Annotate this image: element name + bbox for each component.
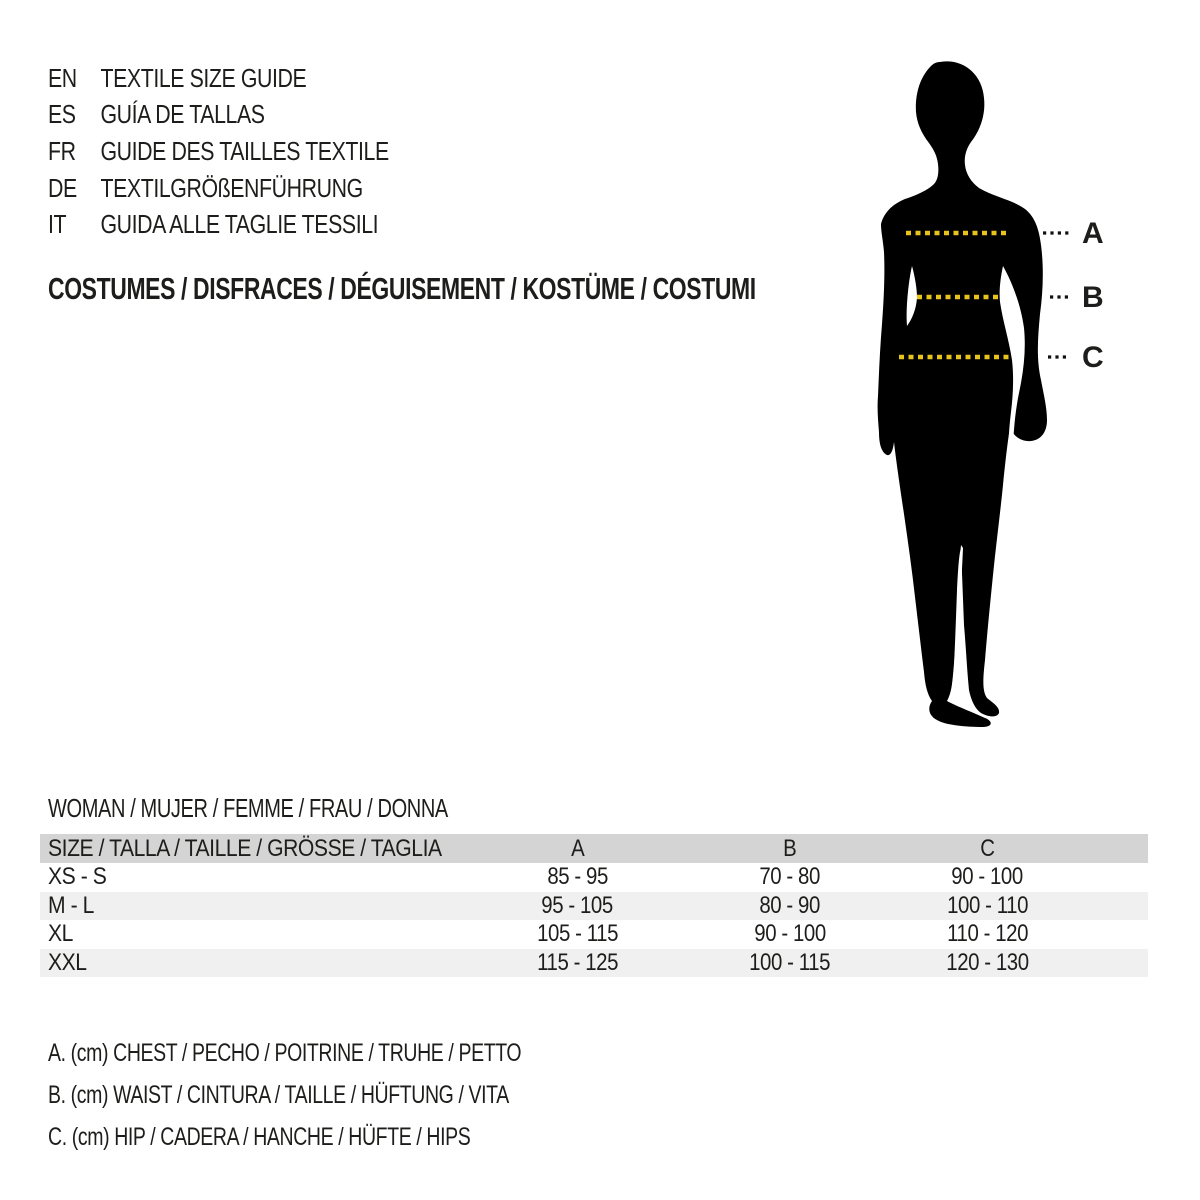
chest-cell: 85 - 95 bbox=[547, 863, 608, 891]
hip-cell: 110 - 120 bbox=[947, 920, 1028, 948]
hip-cell: 100 - 110 bbox=[947, 891, 1028, 919]
hip-cell: 90 - 100 bbox=[951, 863, 1024, 891]
row-spacer bbox=[1080, 863, 1148, 892]
row-spacer bbox=[1080, 920, 1148, 949]
size-column-header: SIZE / TALLA / TAILLE / GRÖSSE / TAGLIA bbox=[40, 834, 470, 863]
legend-waist: B. (cm) WAIST / CINTURA / TAILLE / HÜFTUNG / VITA bbox=[48, 1080, 509, 1109]
size-table bbox=[40, 834, 1148, 977]
legend-chest: A. (cm) CHEST / PECHO / POITRINE / TRUHE / PETTO bbox=[48, 1038, 522, 1067]
column-header-b: B bbox=[685, 834, 895, 863]
language-row-fr bbox=[48, 133, 389, 170]
chest-cell: 115 - 125 bbox=[537, 948, 618, 976]
column-header-c: C bbox=[895, 834, 1080, 863]
language-title: GUÍA DE TALLAS bbox=[100, 99, 265, 130]
row-spacer bbox=[1080, 892, 1148, 921]
language-row-de bbox=[48, 170, 389, 207]
table-row bbox=[40, 892, 1148, 921]
category-heading: COSTUMES / DISFRACES / DÉGUISEMENT / KOSTÜME / COSTUMI bbox=[48, 271, 756, 306]
marker-label-b: B bbox=[1082, 281, 1104, 314]
size-cell: XL bbox=[48, 920, 73, 948]
chest-cell: 95 - 105 bbox=[541, 891, 614, 919]
waist-cell: 90 - 100 bbox=[754, 920, 826, 948]
woman-silhouette bbox=[878, 61, 1047, 727]
size-cell: XXL bbox=[48, 948, 87, 976]
waist-cell: 100 - 115 bbox=[749, 948, 831, 976]
table-row bbox=[40, 920, 1148, 949]
size-cell: M - L bbox=[48, 891, 94, 919]
waist-cell: 80 - 90 bbox=[759, 891, 821, 919]
language-title: TEXTILGRÖßENFÜHRUNG bbox=[100, 172, 363, 203]
language-title: GUIDE DES TAILLES TEXTILE bbox=[100, 135, 389, 166]
measurement-legend bbox=[48, 1032, 655, 1158]
column-header-a: A bbox=[470, 834, 685, 863]
language-title-list bbox=[48, 60, 464, 243]
table-row bbox=[40, 949, 1148, 978]
language-row-es bbox=[48, 97, 389, 134]
woman-silhouette-svg bbox=[850, 50, 1150, 750]
language-code: IT bbox=[48, 209, 67, 240]
legend-hip: C. (cm) HIP / CADERA / HANCHE / HÜFTE / HIPS bbox=[48, 1122, 471, 1151]
chest-cell: 105 - 115 bbox=[537, 920, 618, 948]
language-row-en bbox=[48, 60, 389, 97]
language-title: TEXTILE SIZE GUIDE bbox=[100, 62, 307, 93]
table-row bbox=[40, 863, 1148, 892]
waist-cell: 70 - 80 bbox=[759, 863, 821, 891]
language-code: EN bbox=[48, 62, 77, 93]
size-cell: XS - S bbox=[48, 863, 107, 891]
language-code: DE bbox=[48, 172, 77, 203]
marker-label-a: A bbox=[1082, 217, 1104, 250]
marker-label-c: C bbox=[1082, 341, 1104, 374]
language-title: GUIDA ALLE TAGLIE TESSILI bbox=[100, 209, 379, 240]
language-code: ES bbox=[48, 99, 76, 130]
size-table-header-row bbox=[40, 834, 1148, 863]
hip-cell: 120 - 130 bbox=[946, 948, 1029, 976]
language-code: FR bbox=[48, 135, 76, 166]
measurement-figure bbox=[850, 50, 1150, 750]
language-row-it bbox=[48, 206, 389, 243]
row-spacer bbox=[1080, 949, 1148, 978]
woman-section-title: WOMAN / MUJER / FEMME / FRAU / DONNA bbox=[48, 793, 448, 823]
header-spacer bbox=[1080, 834, 1148, 863]
